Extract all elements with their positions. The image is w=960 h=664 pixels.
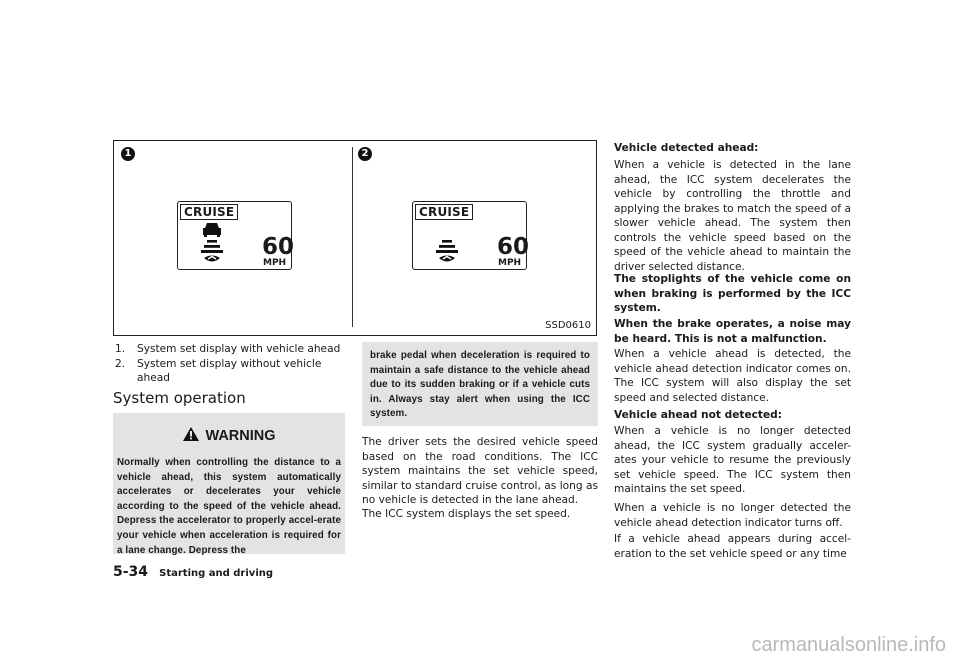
caption-text: System set display with vehicle ahead (137, 343, 341, 355)
subheading-vehicle-not-detected: Vehicle ahead not detected: (614, 409, 782, 421)
display-panel-with-vehicle (177, 201, 295, 270)
cruise-indicator: CRUISE (415, 204, 473, 220)
paragraph: When a vehicle ahead is detected, the vehicle ahead detection indicator comes on. The ICC system will also display the set speed and selected distance. (614, 348, 851, 404)
section-title: System operation (113, 389, 246, 407)
figure-ssd0610 (113, 140, 597, 336)
middle-paragraph: The driver sets the desired vehicle speed based on the road conditions. The ICC system maintains the set vehicle speed, similar to standard cruise control, as long as no vehicle is detected in the lane ahead. (362, 436, 598, 506)
caption-item (115, 342, 345, 357)
callout-2-marker: 2 (358, 147, 372, 161)
speed-unit: MPH (263, 258, 287, 268)
paragraph: If a vehicle ahead appears during accel-eration to the set vehicle speed or any time (614, 533, 851, 560)
warning-box (113, 413, 345, 554)
vehicle-ahead-distance-icon (197, 222, 227, 266)
cruise-indicator: CRUISE (180, 204, 238, 220)
warning-continued-box (362, 342, 598, 426)
page-footer (113, 561, 273, 580)
warning-title: WARNING (205, 428, 276, 444)
page-number: 5-34 (113, 564, 149, 580)
figure-captions (115, 342, 345, 386)
paragraph: When a vehicle is no longer detected the vehicle ahead detection indicator turns off. (614, 502, 851, 529)
caption-text: System set display without vehicle ahead (137, 357, 322, 384)
warning-body-continued: brake pedal when deceleration is required to maintain a safe distance to the vehicle ahead due to its sudden braking or if a vehicle cuts in. Always stay alert when using the ICC system. (370, 350, 590, 420)
watermark: carmanualsonline.info (751, 634, 946, 656)
set-speed-value: 60 (262, 234, 295, 260)
display-panel-without-vehicle (412, 201, 530, 270)
bold-note: The stoplights of the vehicle come on when braking is performed by the ICC system. (614, 273, 851, 314)
caption-number: 2. (115, 357, 126, 370)
caption-item (115, 357, 345, 386)
warning-header (113, 425, 345, 444)
figure-id: SSD0610 (545, 320, 591, 331)
set-speed-value: 60 (497, 234, 530, 260)
paragraph: When a vehicle is no longer detected ahead, the ICC system gradually acceler-ates your vehicle to resume the previously set vehicle speed. The ICC system then maintains the set speed. (614, 425, 851, 495)
subheading-vehicle-detected: Vehicle detected ahead: (614, 142, 759, 154)
section-name: Starting and driving (159, 568, 274, 579)
distance-bars-icon (432, 222, 462, 266)
caption-number: 1. (115, 343, 126, 355)
callout-1-marker: 1 (121, 147, 135, 161)
middle-paragraph: The ICC system displays the set speed. (362, 508, 571, 520)
speed-unit: MPH (498, 258, 522, 268)
warning-body: Normally when controlling the distance to a vehicle ahead, this system automatically accelerates or decelerates your vehicle according to the speed of the vehicle ahead. Depress the accelerator to properly accel-erate your vehicle when acceleration is required for a lane change. Depress the (117, 457, 341, 556)
bold-note: When the brake operates, a noise may be heard. This is not a malfunction. (614, 318, 851, 345)
warning-triangle-icon (182, 426, 200, 442)
figure-divider (352, 147, 353, 327)
paragraph: When a vehicle is detected in the lane ahead, the ICC system decelerates the vehicle by controlling the throttle and applying the brakes to match the speed of a slower vehicle ahead. The system then controls the vehicle speed based on the speed of the vehicle ahead to maintain the driver selected distance. (614, 159, 851, 273)
